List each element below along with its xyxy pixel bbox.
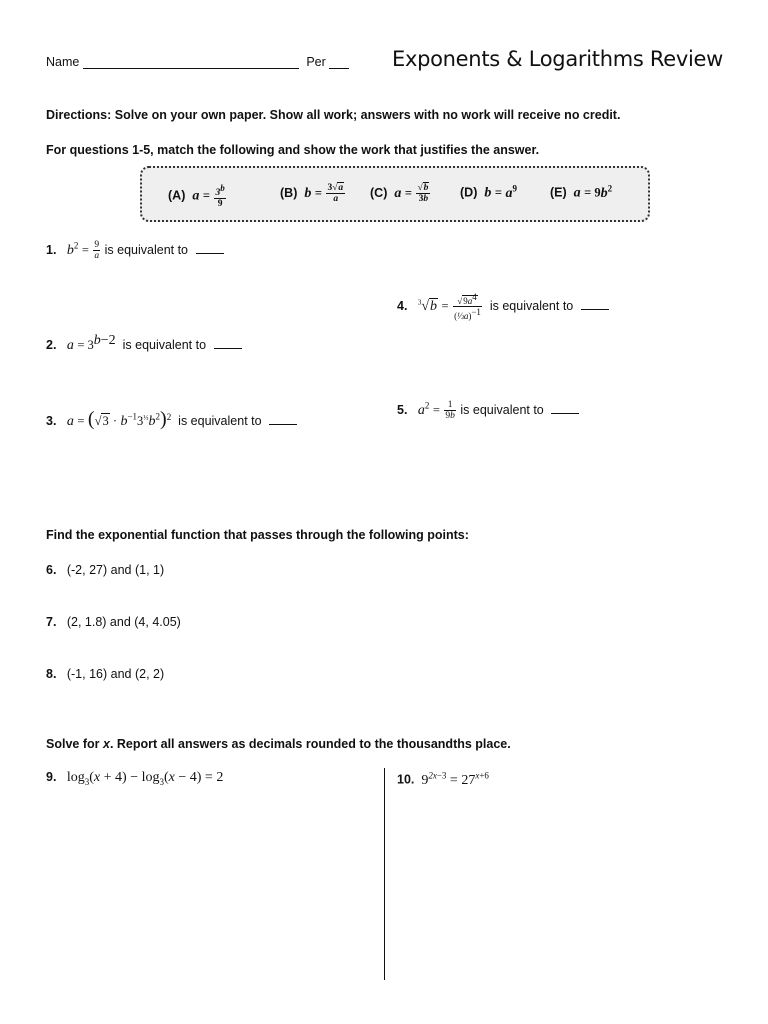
name-field[interactable]	[83, 56, 299, 69]
answer-blank[interactable]	[214, 348, 242, 349]
question-text: (-2, 27) and (1, 1)	[66, 563, 165, 577]
question-text: (-1, 16) and (2, 2)	[66, 667, 165, 681]
section2-heading: Find the exponential function that passes through the following points:	[46, 528, 469, 542]
choice-e-label: (E)	[550, 185, 567, 200]
name-line	[46, 55, 349, 69]
question-number: 7.	[46, 615, 57, 629]
question-4: 4. $^3$√b = $\frac{√9a^4}{(\frac{1}{3}a)^{-1}}$ is equivalent to	[397, 292, 609, 321]
question-number: 6.	[46, 563, 57, 577]
question-suffix: is equivalent to	[460, 402, 544, 417]
question-number: 10.	[397, 772, 415, 787]
question-suffix: is equivalent to	[178, 414, 262, 428]
section3-heading	[46, 737, 511, 751]
answer-blank[interactable]	[196, 253, 224, 254]
question-text: (2, 1.8) and (4, 4.05)	[66, 615, 181, 629]
question-10: 10. $9^{2x-3} = 27^{x+6}$	[397, 770, 489, 788]
question-6	[46, 563, 164, 577]
question-number: 9.	[46, 770, 57, 784]
question-suffix: is equivalent to	[104, 242, 189, 257]
question-5: 5. $a^2$ = $\frac{1}{9b}$ is equivalent to	[397, 400, 579, 421]
answer-blank[interactable]	[551, 413, 579, 414]
heading-post: . Report all answers as decimals rounded to the thousandths place.	[109, 737, 511, 751]
section1-heading: For questions 1-5, match the following and show the work that justifies the answer.	[46, 143, 540, 157]
choice-d: (D) $b = a^9$	[460, 183, 517, 201]
question-7	[46, 615, 181, 629]
answer-blank[interactable]	[269, 424, 297, 425]
heading-pre: Solve for	[46, 737, 100, 751]
choice-e: (E) $a = 9b^2$	[550, 183, 613, 201]
question-suffix: is equivalent to	[122, 338, 207, 353]
directions: Directions: Solve on your own paper. Show all work; answers with no work will receive no credit.	[46, 108, 621, 122]
choice-d-label: (D)	[460, 185, 478, 200]
question-suffix: is equivalent to	[489, 298, 574, 313]
per-label: Per	[306, 55, 326, 69]
question-number: 2.	[46, 338, 57, 353]
question-number: 8.	[46, 667, 57, 681]
question-number: 3.	[46, 414, 57, 428]
choice-c-label: (C)	[370, 185, 388, 200]
choice-a: (A) a = $\frac{3^b}{9}$	[168, 183, 225, 210]
answer-choices-box	[140, 166, 650, 222]
column-divider	[384, 768, 385, 980]
question-1: 1. $b^2$ = $\frac{9}{a}$ is equivalent to	[46, 240, 224, 261]
choice-c: (C) a = $\frac{√b}{3b}$	[370, 183, 429, 204]
question-2: 2. $a = 3^{b-2}$ is equivalent to	[46, 333, 242, 354]
question-number: 4.	[397, 298, 408, 313]
answer-blank[interactable]	[581, 309, 609, 310]
page-title: Exponents & Logarithms Review	[392, 47, 724, 71]
choice-b: (B) b = $\frac{3√a}{a}$	[280, 183, 344, 204]
per-field[interactable]	[329, 56, 349, 69]
question-number: 1.	[46, 242, 57, 257]
question-9: 9. $\log_3(x + 4) - \log_3(x - 4) = 2$	[46, 770, 224, 787]
name-label: Name	[46, 55, 80, 69]
question-8	[46, 667, 164, 681]
heading-var: x	[102, 737, 110, 751]
choice-a-label: (A)	[168, 188, 186, 203]
choice-b-label: (B)	[280, 185, 298, 200]
question-number: 5.	[397, 402, 408, 417]
question-3: 3. $a = (√3 \cdot b^{-1}3^{\frac{1}{3}}b^2)^2$ is equivalent to	[46, 408, 297, 431]
